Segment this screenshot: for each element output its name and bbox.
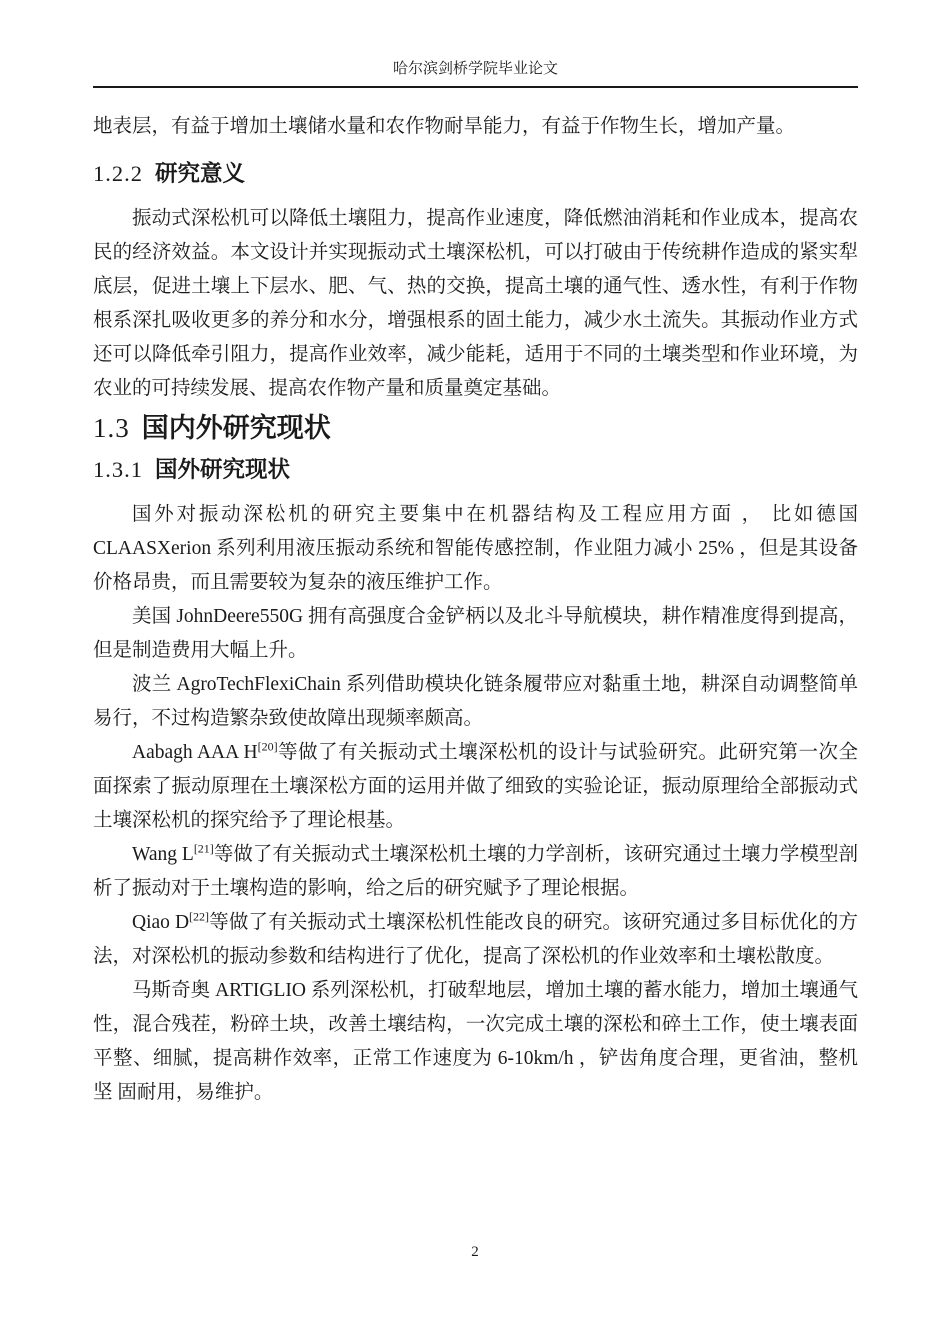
- heading-1-3-1: [93, 454, 858, 486]
- citation-author: Qiao D: [132, 912, 190, 933]
- paragraph-research-significance: 振动式深松机可以降低土壤阻力，提高作业速度，降低燃油消耗和作业成本，提高农民的经济效益。本文设计并实现振动式土壤深松机，可以打破由于传统耕作造成的紧实犁底层，促进土壤上下层水、肥、气、热的交换，提高土壤的通气性、透水性，有利于作物根系深扎吸收更多的养分和水分，增强根系的固土能力，减少水土流失。其振动作业方式还可以降低牵引阻力，提高作业效率，减少能耗，适用于不同的土壤类型和作业环境，为农业的可持续发展、提高农作物产量和质量奠定基础。: [93, 208, 858, 399]
- heading-number: 1.3.1: [93, 457, 143, 482]
- citation-author: Wang L: [132, 844, 194, 865]
- paragraph-continuation: 地表层，有益于增加土壤储水量和农作物耐旱能力，有益于作物生长，增加产量。: [93, 116, 796, 137]
- heading-title: 国内外研究现状: [141, 413, 331, 443]
- paragraph-agrotech: 波兰 AgroTechFlexiChain 系列借助模块化链条履带应对黏重土地，耕深自动调整简单易行，不过构造繁杂致使故障出现频率颇高。: [93, 674, 858, 729]
- paragraph-aabagh: [93, 736, 858, 838]
- citation-text: 等做了有关振动式土壤深松机性能改良的研究。该研究通过多目标优化的方法，对深松机的振动参数和结构进行了优化，提高了深松机的作业效率和土壤松散度。: [93, 912, 858, 967]
- citation-ref-20: [20]: [257, 739, 278, 754]
- heading-1-3: [93, 408, 858, 448]
- page-footer: [0, 1244, 950, 1261]
- paragraph-wang: [93, 838, 858, 906]
- heading-title: 国外研究现状: [155, 457, 291, 482]
- paragraph-claas: 国外对振动深松机的研究主要集中在机器结构及工程应用方面 ， 比如德国 CLAASXerion 系列利用液压振动系统和智能传感控制，作业阻力减小 25% ，但是其设备 价格昂贵，而且需要较为复杂的液压维护工作。: [93, 504, 858, 593]
- page-number: 2: [471, 1244, 479, 1260]
- document-body: [93, 110, 858, 1110]
- citation-text: 等做了有关振动式土壤深松机土壤的力学剖析，该研究通过土壤力学模型剖析了振动对于土壤构造的影响，给之后的研究赋予了理论根据。: [93, 844, 858, 899]
- citation-author: Aabagh AAA H: [132, 742, 258, 763]
- heading-number: 1.3: [93, 413, 130, 443]
- citation-ref-21: [21]: [193, 841, 214, 856]
- citation-text: 等做了有关振动式土壤深松机的设计与试验研究。此研究第一次全面探索了振动原理在土壤深松方面的运用并做了细致的实验论证，振动原理给全部振动式土壤深松机的探究给予了理论根基。: [93, 742, 858, 831]
- citation-ref-22: [22]: [189, 909, 210, 924]
- header-title: 哈尔滨剑桥学院毕业论文: [392, 61, 558, 77]
- heading-1-2-2: [93, 158, 858, 190]
- paragraph-qiao: [93, 906, 858, 974]
- heading-title: 研究意义: [155, 161, 246, 186]
- page-header: [93, 58, 858, 88]
- paragraph-artiglio: 马斯奇奥 ARTIGLIO 系列深松机，打破犁地层，增加土壤的蓄水能力，增加土壤通气 性，混合残茬，粉碎土块，改善土壤结构，一次完成土壤的深松和碎土工作，使土壤表面 平整、细腻，提高耕作效率，正常工作速度为 6-10km/h ，铲齿角度合理，更省油，整机坚 固耐用，易维护。: [93, 980, 858, 1103]
- heading-number: 1.2.2: [93, 161, 143, 186]
- paragraph-johndeere: 美国 JohnDeere550G 拥有高强度合金铲柄以及北斗导航模块，耕作精准度得到提高，但是制造费用大幅上升。: [93, 606, 858, 661]
